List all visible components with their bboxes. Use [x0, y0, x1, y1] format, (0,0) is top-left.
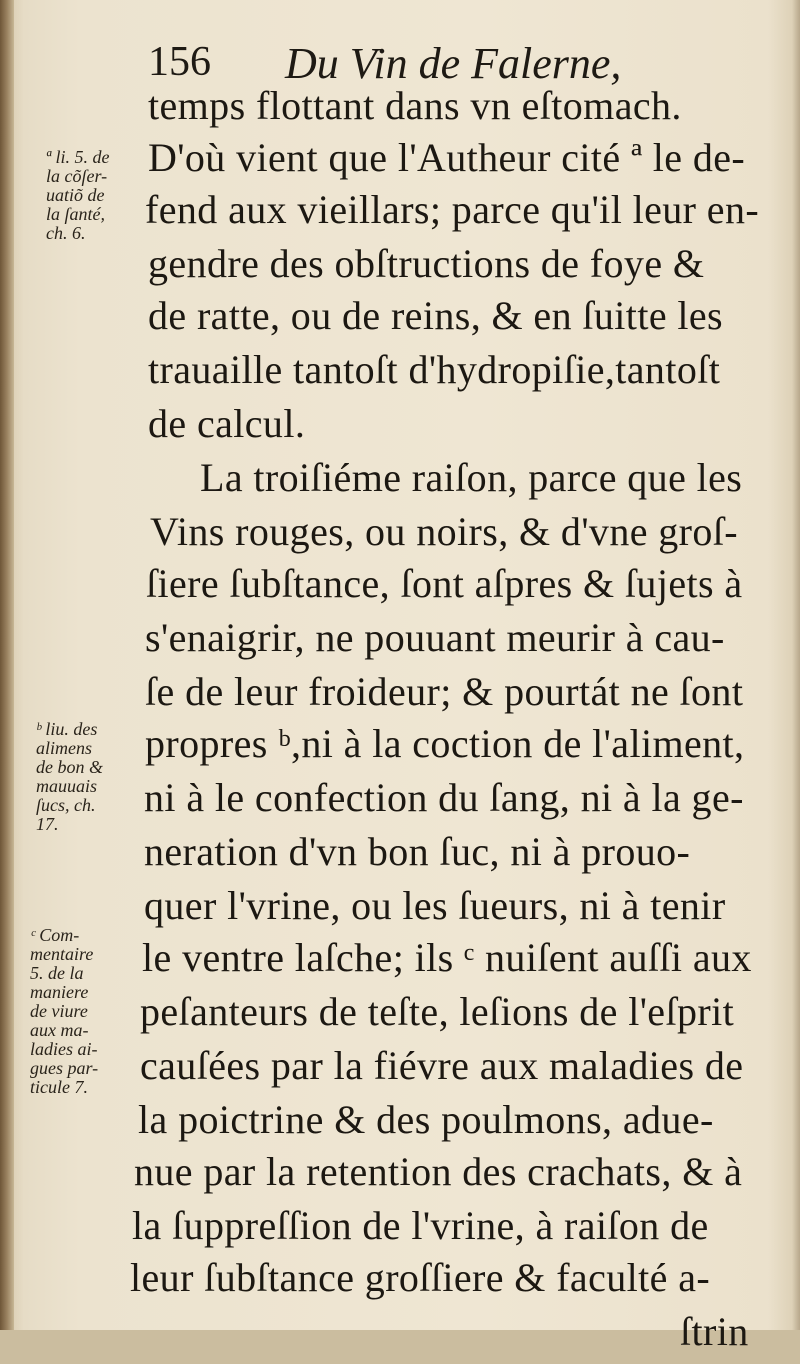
margin-note-line: la ſanté,	[46, 204, 105, 224]
text-line: la ſuppreſſion de l'vrine, à raiſon de	[132, 1203, 709, 1248]
text-line: de calcul.	[148, 401, 306, 446]
margin-note-line: 17.	[36, 814, 59, 834]
text-line: ni à le confection du ſang, ni à la ge-	[144, 775, 744, 820]
margin-note-line: ch. 6.	[46, 223, 86, 243]
margin-note-b	[36, 720, 140, 834]
text-line: trauaille tantoſt d'hydropiſie,tantoſt	[148, 347, 721, 392]
book-spine-shadow	[0, 0, 14, 1330]
text-line: quer l'vrine, ou les ſueurs, ni à tenir	[144, 883, 726, 928]
text-line: temps flottant dans vn eſtomach.	[148, 83, 682, 128]
margin-note-line: ᵇ liu. des	[36, 719, 98, 739]
page-number: 156	[148, 39, 211, 85]
margin-note-line: de viure	[30, 1001, 88, 1021]
text-line: s'enaigrir, ne pouuant meurir à cau-	[145, 615, 725, 660]
text-line: cauſées par la fiévre aux maladies de	[140, 1043, 744, 1088]
text-line: gendre des obſtructions de foye &	[148, 241, 705, 286]
text-line: D'où vient que l'Autheur cité ª le de-	[148, 135, 746, 180]
margin-note-line: mentaire	[30, 944, 94, 964]
text-line: nue par la retention des crachats, & à	[134, 1149, 743, 1194]
margin-note-line: maniere	[30, 982, 89, 1002]
margin-note-line: ladies ai-	[30, 1039, 98, 1059]
margin-note-line: gues par-	[30, 1058, 99, 1078]
margin-note-line: de bon &	[36, 757, 103, 777]
text-line: propres ᵇ,ni à la coction de l'aliment,	[145, 721, 745, 766]
margin-note-line: ª li. 5. de	[46, 147, 110, 167]
text-line: La troiſiéme raiſon, parce que les	[200, 455, 743, 500]
running-title: Du Vin de Falerne,	[285, 39, 622, 88]
text-line: neration d'vn bon ſuc, ni à prouo-	[144, 829, 691, 874]
margin-note-line: la cõſer-	[46, 166, 108, 186]
margin-note-a	[46, 148, 150, 243]
text-line: ſiere ſubſtance, ſont aſpres & ſujets à	[146, 561, 743, 606]
margin-note-line: alimens	[36, 738, 92, 758]
margin-note-line: 5. de la	[30, 963, 84, 983]
text-line: leur ſubſtance groſſiere & faculté a-	[130, 1255, 711, 1300]
text-line: ſe de leur froideur; & pourtát ne ſont	[145, 669, 744, 714]
text-line: Vins rouges, ou noirs, & d'vne groſ-	[150, 509, 739, 554]
margin-note-line: ᶜ Com-	[30, 925, 80, 945]
margin-note-line: ticule 7.	[30, 1077, 88, 1097]
margin-note-c	[30, 926, 134, 1097]
page-edge-shadow	[792, 0, 800, 1330]
catchword: ſtrin	[680, 1309, 749, 1354]
margin-note-line: uatiõ de	[46, 185, 105, 205]
text-line: la poictrine & des poulmons, adue-	[138, 1097, 714, 1142]
margin-note-line: mauuais	[36, 776, 98, 796]
margin-note-line: ſucs, ch.	[36, 795, 96, 815]
text-line: de ratte, ou de reins, & en ſuitte les	[148, 293, 724, 338]
text-line: peſanteurs de teſte, leſions de l'eſprit	[140, 989, 735, 1034]
margin-note-line: aux ma-	[30, 1020, 89, 1040]
text-line: fend aux vieillars; parce qu'il leur en-	[145, 187, 760, 232]
text-line: le ventre laſche; ils ᶜ nuiſent auſſi aux	[142, 935, 752, 980]
